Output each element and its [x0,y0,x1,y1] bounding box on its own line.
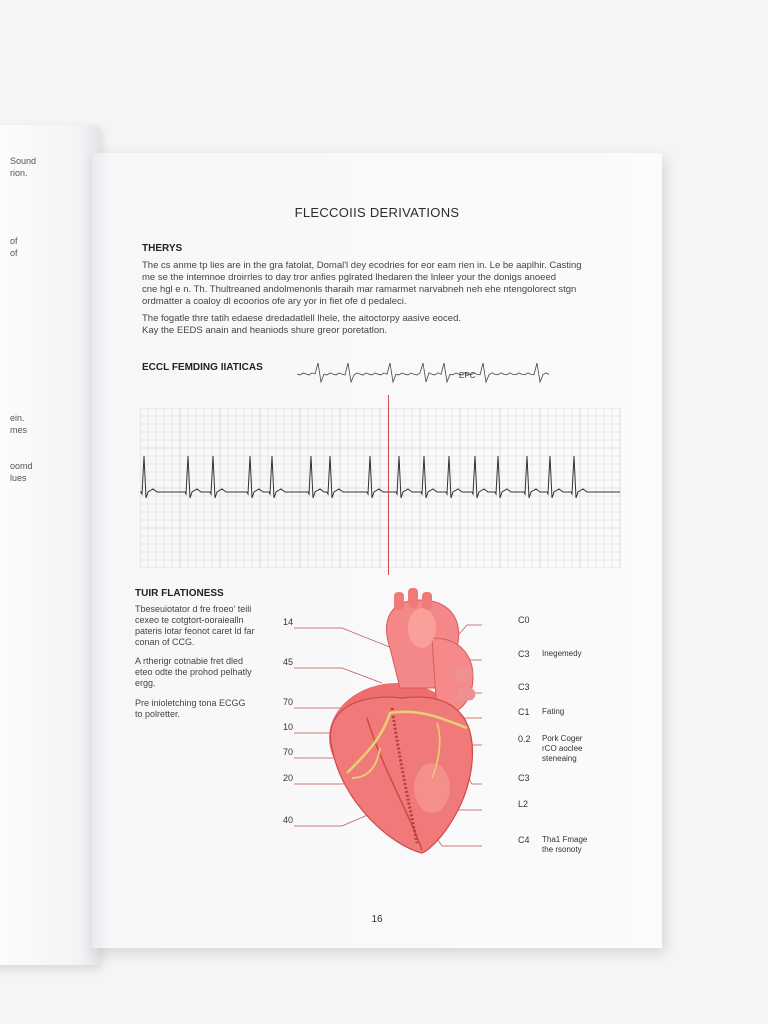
leader-line [294,668,382,683]
text-line: ordmatter a coaloy dl ecoorios ofe ary yor in fiet ofe d pedaleci. [142,296,407,307]
heart-label-right: C3 [518,773,530,783]
heart-label-left: 20 [283,773,294,783]
heart-note-line: Pork Coger [542,734,583,743]
leader-line [294,628,392,648]
text-line: A rtherigr cotnabie fret dled [135,656,244,666]
heart-label-right: C3 [518,682,530,692]
vessel-branch [408,588,418,608]
text-line: The cs anme tp lies are in the gra fatolat, Domal'l dey ecodries for eor eam rien in. Le be aaplhir. Casting [142,260,582,271]
left-page-fragment: ein. mes [10,413,28,435]
text-line: cexeo te cotgtort-ooraiealln [135,615,244,625]
text-line: Pre inioletching tona ECGG [135,698,246,708]
heart-note [542,734,582,764]
ecg-heading: ECCL FEMDING IIATICAS [142,362,263,373]
heart-illustration [329,588,476,853]
heart-note-line: Inegemedy [542,649,582,658]
heart-label-left: 40 [283,815,294,825]
therys-heading: THERYS [142,243,183,254]
text-line: cne hgl e n. Th. Thultreaned andolmenonls tharaih mar ramarmet narvabneh neh ehe ntengolorect stgn [142,284,577,295]
ecg-mini-strip [297,358,557,388]
vessel-branch [422,592,432,610]
heart-note-line: the rsonoty [542,845,582,854]
heart-note [542,649,582,659]
text-line: Kay the EEDS anain and heaniods shure greor poretatlon. [142,325,388,336]
heart-note-line: Fating [542,707,565,716]
highlight [414,763,450,813]
text-line: conan of CCG. [135,637,195,647]
heart-note-line: steneaing [542,754,577,763]
ecg-marker-line [388,395,389,575]
ecg-label: EPC [459,371,476,380]
heart-label-left: 14 [283,617,294,627]
page-number: 16 [371,914,383,925]
text-line: The fogatle thre tatih edaese dredadatlell lhele, the aitoctorpy aasive eoced. [142,313,461,324]
text-line: ergg. [135,678,156,688]
text-line: pateris lotar feonot caret ld far [135,626,255,636]
heart-label-right: L2 [518,799,529,809]
heart-label-left: 10 [283,722,294,732]
heart-note [542,835,587,855]
tuir-paragraph-2 [135,656,295,689]
therys-paragraph-2 [142,313,632,337]
page-title: FLECCOIIS DERIVATIONS [294,205,460,220]
heart-label-left: 70 [283,697,294,707]
pulmonary-branch [458,687,476,702]
heart-label-left: 70 [283,747,294,757]
ecg-mini-trace [297,363,549,382]
left-page-fragment: Sound rion. [10,156,37,178]
left-page-fragment: oomd lues [10,461,33,483]
heart-label-right: C1 [518,707,530,717]
tuir-paragraph-1 [135,604,295,648]
text-line: Tbeseuiotator d fre froeo' teili [135,604,252,614]
heart-label-right: C4 [518,835,530,845]
text-line: me se the intemnoe droirrles to day tror anfies pglrated lhedaren the lnleer your the donigs anoeed [142,272,557,283]
therys-paragraph-1 [142,260,632,308]
text-line: to polretter. [135,709,181,719]
tuir-heading: TUIR FLATIONESS [135,588,224,599]
heart-note-line: rCO aoclee [542,744,583,753]
heart-note [542,707,564,717]
heart-diagram [272,588,612,868]
vessel-branch [394,592,404,610]
tuir-paragraph-3 [135,698,295,720]
ventricle-shape [330,697,472,853]
text-line: eteo odte the prohod pelhatly [135,667,252,677]
heart-label-right: C3 [518,649,530,659]
right-page [92,153,662,948]
highlight [408,608,436,648]
ecg-grid [140,408,622,568]
heart-label-right: C0 [518,615,530,625]
ecg-grid-chart [140,408,622,568]
heart-label-left: 45 [283,657,294,667]
heart-note-line: Tha1 Fmage [542,835,588,844]
heart-label-right: 0.2 [518,734,531,744]
left-page-fragment: of of [10,236,18,258]
